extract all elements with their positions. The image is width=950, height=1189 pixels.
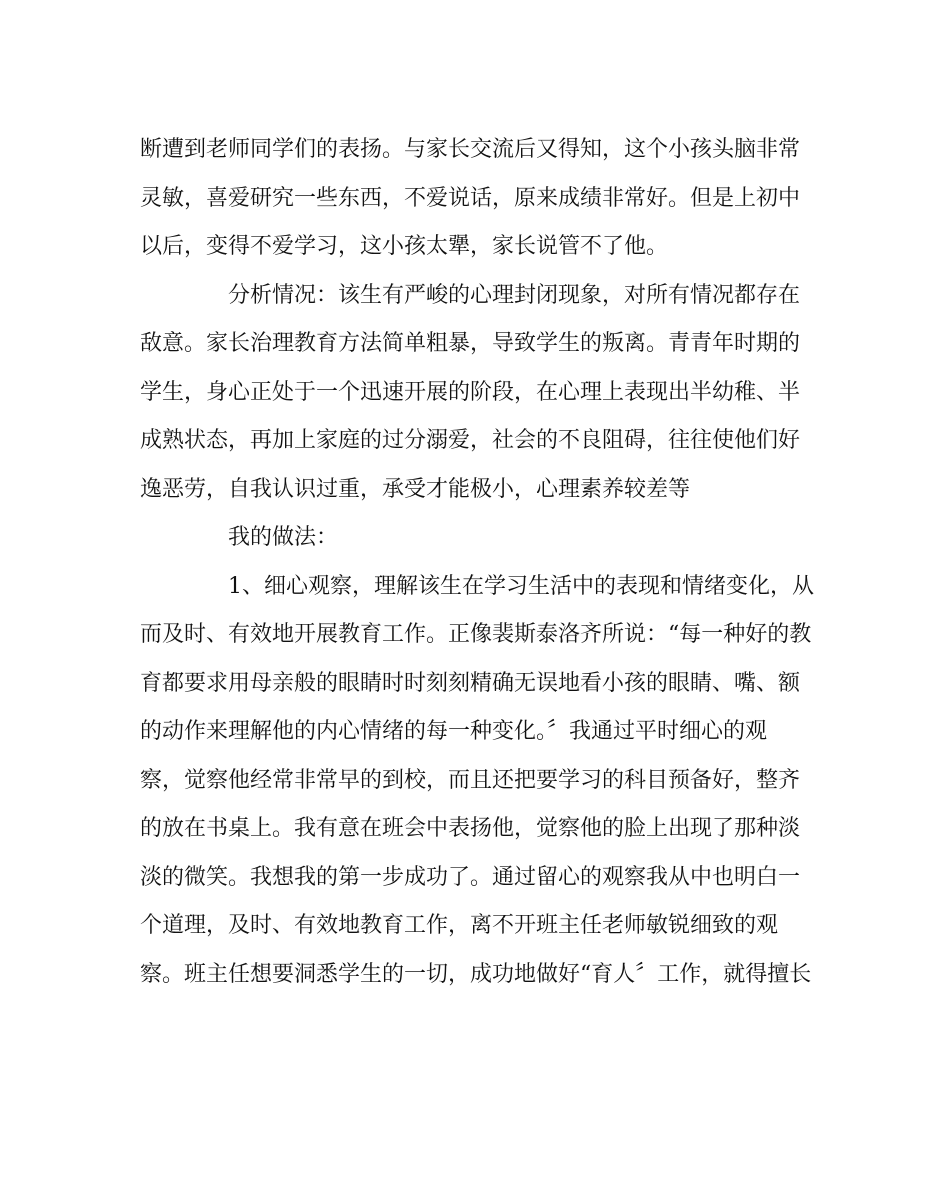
text-line: 逸恶劳，自我认识过重，承受才能极小，心理素养较差等: [140, 476, 691, 502]
body-text: [140, 126, 820, 999]
text-line: 我的做法：: [228, 525, 339, 550]
text-line: 育都要求用母亲般的眼睛时时刻刻精确无误地看小孩的眼睛、嘴、额: [140, 670, 801, 696]
text-line: 1、细心观察，理解该生在学习生活中的表现和情绪变化，从: [228, 573, 814, 599]
text-line: 以后，变得不爱学习，这小孩太犟，家长说管不了他。: [140, 234, 669, 259]
text-line: 察，觉察他经常非常早的到校，而且还把要学习的科目预备好，整齐: [140, 767, 801, 793]
text-line: 个道理，及时、有效地教育工作，离不开班主任老师敏锐细致的观: [140, 913, 779, 938]
text-line: 的动作来理解他的内心情绪的每一种变化。〞我通过平时细心的观: [140, 719, 768, 744]
text-line: 的放在书桌上。我有意在班会中表扬他，觉察他的脸上出现了那种淡: [140, 816, 801, 841]
text-line: 而及时、有效地开展教育工作。正像裴斯泰洛齐所说：“每一种好的教: [140, 622, 812, 647]
text-line: 分析情况：该生有严峻的心理封闭现象，对所有情况都存在: [228, 282, 801, 308]
text-line: 淡的微笑。我想我的第一步成功了。通过留心的观察我从中也明白一: [140, 864, 801, 890]
text-line: 学生，身心正处于一个迅速开展的阶段，在心理上表现出半幼稚、半: [140, 379, 801, 405]
text-line: 断遭到老师同学们的表扬。与家长交流后又得知，这个小孩头脑非常: [140, 137, 801, 162]
text-line: 灵敏，喜爱研究一些东西，不爱说话，原来成绩非常好。但是上初中: [140, 185, 801, 211]
text-line: 成熟状态，再加上家庭的过分溺爱，社会的不良阻碍，往往使他们好: [140, 428, 801, 453]
text-line: 察。班主任想要洞悉学生的一切，成功地做好“育人〞工作，就得擅长: [140, 961, 812, 987]
text-line: 敌意。家长治理教育方法简单粗暴，导致学生的叛离。青青年时期的: [140, 331, 801, 356]
